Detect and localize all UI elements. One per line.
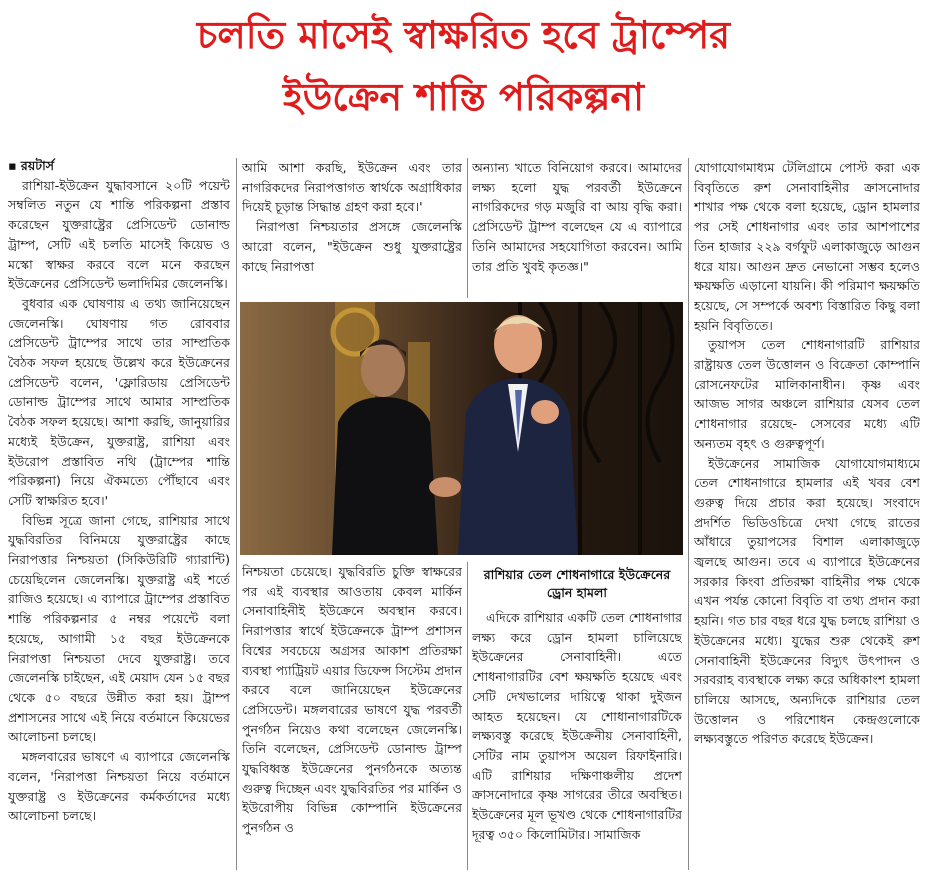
col2-bottom-para-1: নিশ্চয়তা চেয়েছে। যুদ্ধবিরতি চুক্তি স্বাক্ষরের পর এই ব্যবস্থার আওতায় কেবল মার্কিন সেনাবাহিনীই ইউক্রেনে অবস্থান করবে। নিরাপত্তার স্বার্থে ইউক্রেনকে ট্রাম্প প্রশাসন বিশ্বের সবচেয়ে অগ্রসর আকাশ প্রতিরক্ষা ব্যবস্থা প্যাট্রিয়ট এয়ার ডিফেন্স সিস্টেম প্রদান করবে বলে জানিয়েছেন ইউক্রেনের প্রেসিডেন্ট। মঙ্গলবারের ভাষণে যুদ্ধ পরবর্তী পুনর্গঠন নিয়েও কথা বলেছেন জেলেনস্কি। তিনি বলেছেন, প্রেসিডেন্ট ডোনাল্ড ট্রাম্প যুদ্ধবিধ্বস্ত ইউক্রেনের পুনর্গঠনকে অত্যন্ত গুরুত্ব দিচ্ছেন এবং যুদ্ধবিরতির পর মার্কিন ও ইউরোপীয় বিভিন্ন কোম্পানি ইউক্রেনের পুনর্গঠন ও [242, 564, 462, 836]
col1-para-1: রাশিয়া-ইউক্রেন যুদ্ধাবসানে ২০টি পয়েন্ট সম্বলিত নতুন যে শান্তি পরিকল্পনা প্রস্তাব করেছেন যুক্তরাষ্ট্রের প্রেসিডেন্ট ডোনাল্ড ট্রাম্প, সেটি এই চলতি মাসেই কিয়েভ ও মস্কো স্বাক্ষর করবে বলে মনে করছেন ইউক্রেনের প্রেসিডেন্ট ভলাদিমির জেলেনস্কি। [8, 177, 230, 292]
col4-para-3: ইউক্রেনের সামাজিক যোগাযোগমাধ্যমে তেল শোধনাগারে হামলার এই খবর বেশ গুরুত্ব দিয়ে প্রচার করা হয়েছে। সংবাদে প্রদর্শিত ভিডিওচিত্রে দেখা গেছে রাতের আঁধারে তুয়াপসের বিশাল এলাকাজুড়ে জ্বলছে আগুন। তবে এ ব্যাপারে ইউক্রেনের সরকার কিংবা প্রতিরক্ষা বাহিনীর পক্ষ থেকে এখন পর্যন্ত কোনো বিবৃতি বা তথ্য প্রদান করা হয়নি। গত চার বছর ধরে যুদ্ধ চলছে রাশিয়া ও ইউক্রেনের মধ্যে। যুদ্ধের শুরু থেকেই রুশ সেনাবাহিনী ইউক্রেনের বিদ্যুৎ উৎপাদন ও সরবরাহ ব্যবস্থাকে লক্ষ্য করে অধিকাংশ হামলা চালিয়ে আসছে, অন্যদিকে রাশিয়ার তেল উত্তোলন ও পরিশোধন কেন্দ্রগুলোকে লক্ষ্যবস্তুতে পরিণত করেছে ইউক্রেন। [694, 455, 920, 747]
headline [0, 4, 927, 128]
headline-line-1: চলতি মাসেই স্বাক্ষরিত হবে ট্রাম্পের [196, 13, 731, 57]
col1-para-4: মঙ্গলবারের ভাষণে এ ব্যাপারে জেলেনস্কি বলেন, 'নিরাপত্তা নিশ্চয়তা নিয়ে বর্তমানে যুক্তরাষ্ট্র ও ইউক্রেনের কর্মকর্তাদের মধ্যে আলোচনা চলছে। [8, 749, 230, 824]
byline: ▪ রয়টার্স [8, 156, 230, 176]
column-2-top [242, 158, 462, 296]
col3-bottom-para-1: এদিকে রাশিয়ার একটি তেল শোধনাগার লক্ষ্য করে ড্রোন হামলা চালিয়েছে ইউক্রেনের সেনাবাহিনী। এতে শোধনাগারটির বেশ ক্ষয়ক্ষতি হয়েছে এবং সেটি দেখভালের দায়িত্বে থাকা দুইজন আহত হয়েছেন। যে শোধানাগারটিকে লক্ষ্যবস্তু করেছে ইউক্রেনীয় সেনাবাহিনী, সেটির নাম তুয়াপস অয়েল রিফাইনারি। এটি রাশিয়ার দক্ষিণাঞ্চলীয় প্রদেশ ক্রাসনোদারে কৃষ্ণ সাগরের তীরে অবস্থিত। ইউক্রেনের মূল ভূখণ্ড থেকে শোধনাগারটির দূরত্ব ৩৫০ কিলোমিটার। সামাজিক [472, 610, 682, 842]
col1-para-2: বুধবার এক ঘোষণায় এ তথ্য জানিয়েছেন জেলেনস্কি। ঘোষণায় গত রোববার প্রেসিডেন্ট ট্রাম্পের সাথে তার সাম্প্রতিক বৈঠক সফল হয়েছে উল্লেখ করে ইউক্রেনের প্রেসিডেন্ট বলেন, 'ফ্লোরিডায় প্রেসিডেন্ট ডোনাল্ড ট্রাম্পের সাথে আমার সাম্প্রতিক বৈঠক সফল হয়েছে। আশা করছি, জানুয়ারির মধ্যেই ইউক্রেন, যুক্তরাষ্ট্র, রাশিয়া এবং ইউরোপ প্রস্তাবিত নথি (ট্রাম্পের শান্তি পরিকল্পনা) নিয়ে ঐকমত্যে পৌঁছাবে এবং সেটি স্বাক্ষরিত হবে।' [8, 295, 230, 508]
headline-line-2: ইউক্রেন শান্তি পরিকল্পনা [282, 75, 645, 119]
col2-top-para-1: আমি আশা করছি, ইউক্রেন এবং তার নাগরিকদের নিরাপত্তাগত স্বার্থকে অগ্রাধিকার দিয়েই চূড়ান্ত সিদ্ধান্ত গ্রহণ করা হবে।' [242, 160, 462, 215]
column-4 [694, 158, 920, 872]
subheading: রাশিয়ার তেল শোধনাগারে ইউক্রেনের ড্রোন হামলা [483, 567, 671, 600]
column-divider [467, 562, 468, 870]
column-1 [8, 156, 230, 872]
column-divider [236, 158, 237, 870]
column-3-top [472, 158, 682, 296]
photo-illustration [240, 302, 683, 555]
news-photo [240, 302, 683, 555]
column-2-bottom [242, 562, 462, 872]
column-divider [688, 158, 689, 870]
col3-top-para-1: অন্যান্য খাতে বিনিয়োগ করবে। আমাদের লক্ষ্য হলো যুদ্ধ পরবর্তী ইউক্রেনে নাগরিকদের গড় মজুরি বা আয় বৃদ্ধি করা। প্রেসিডেন্ট ট্রাম্প বলেছেন যে এ ব্যাপারে তিনি আমাদের সহযোগিতা করবেন। আমি তার প্রতি খুবই কৃতজ্ঞ।" [472, 160, 682, 274]
column-3-bottom [472, 562, 682, 872]
col4-para-1: যোগাযোগমাধ্যম টেলিগ্রামে পোস্ট করা এক বিবৃতিতে রুশ সেনাবাহিনীর ক্রাসনোদার শাখার পক্ষ থেকে বলা হয়েছে, ড্রোন হামলার পর সেই শোধনাগার এবং তার আশপাশের তিন হাজার ২২৯ বর্গফুট এলাকাজুড়ে আগুন ধরে যায়। আগুন দ্রুত নেভানো সম্ভব হলেও ক্ষয়ক্ষতি এড়ানো যায়নি। কী পরিমাণ ক্ষয়ক্ষতি হয়েছে, সে সম্পর্কে অবশ্য বিস্তারিত কিছু বলা হয়নি বিবৃতিতে। [694, 160, 920, 333]
col1-para-3: বিভিন্ন সূত্রে জানা গেছে, রাশিয়ার সাথে যুদ্ধবিরতির বিনিময়ে যুক্তরাষ্ট্রের কাছে নিরাপত্তার নিশ্চয়তা (সিকিউরিটি গ্যারান্টি) চেয়েছিলেন জেলেনস্কি। যুক্তরাষ্ট্র এই শর্তে রাজিও হয়েছে। এ ব্যাপারে ট্রাম্পের প্রস্তাবিত শান্তি পরিকল্পনার ৫ নম্বর পয়েন্টে বলা হয়েছে, আগামী ১৫ বছর ইউক্রেনকে নিরাপত্তা নিশ্চয়তা দেবে যুক্তরাষ্ট্র। তবে জেলেনস্কি চাইছেন, এই মেয়াদ যেন ১৫ বছর থেকে ৫০ বছরে উন্নীত করা হয়। ট্রাম্প প্রশাসনের সাথে এই নিয়ে বর্তমানে কিয়েভের আলোচনা চলছে। [8, 512, 230, 745]
col2-top-para-2: নিরাপত্তা নিশ্চয়তার প্রসঙ্গে জেলেনস্কি আরো বলেন, "ইউক্রেন শুধু যুক্তরাষ্ট্রের কাছে নিরাপত্তা [242, 219, 462, 274]
col4-para-2: তুয়াপস তেল শোধনাগারটি রাশিয়ার রাষ্ট্রায়ত্ত তেল উত্তোলন ও বিক্রেতা কোম্পানি রোসনেফটের মালিকানাধীন। কৃষ্ণ এবং আজভ সাগর অঞ্চলে রাশিয়ার যেসব তেল শোধনাগার রয়েছে- সেসবের মধ্যে এটি অন্যতম বৃহৎ ও গুরুত্বপূর্ণ। [694, 337, 920, 451]
column-divider [467, 158, 468, 298]
